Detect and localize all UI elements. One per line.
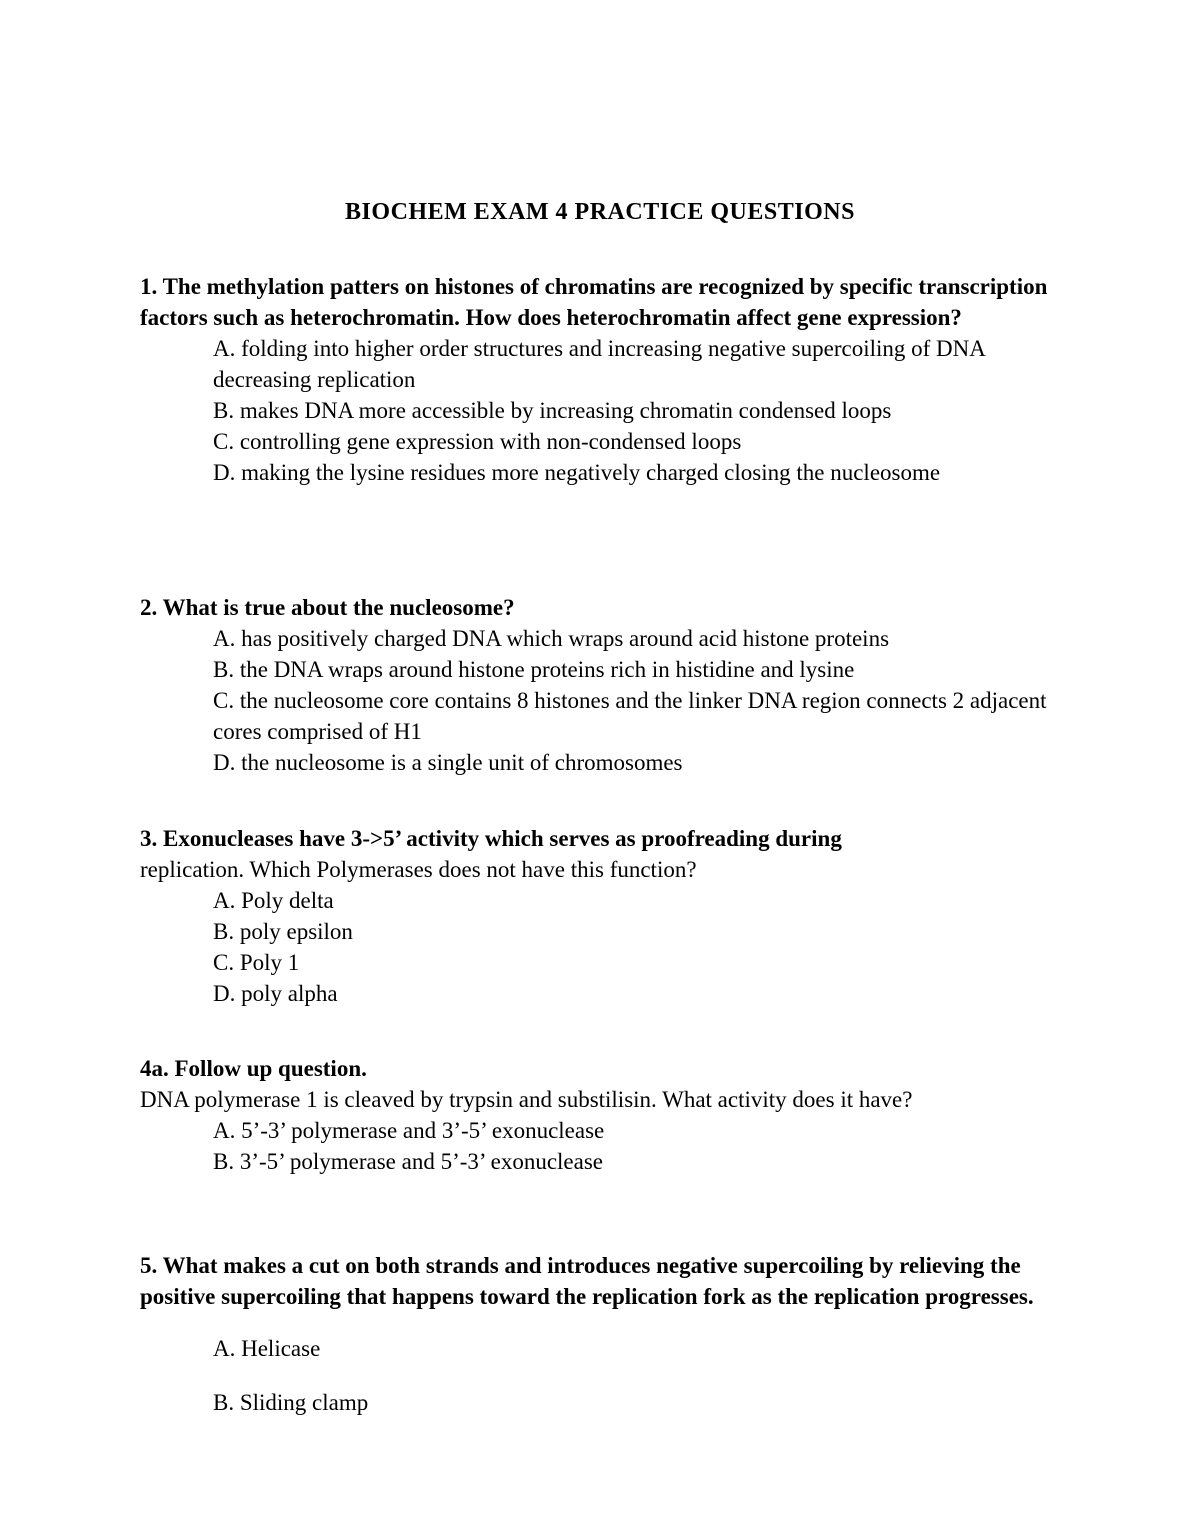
question-4a-option-b: B. 3’-5’ polymerase and 5’-3’ exonuclease (213, 1149, 603, 1174)
question-5-option-a: A. Helicase (213, 1336, 321, 1361)
question-4a (140, 1053, 1070, 1177)
question-4a-option-a: A. 5’-3’ polymerase and 3’-5’ exonuclease (213, 1118, 605, 1143)
question-1-stem: 1. The methylation patters on histones of chromatins are recognized by specific transcription factors such as heterochromatin. How does heterochromatin affect gene expression? (140, 274, 1048, 330)
question-3-option-a: A. Poly delta (213, 888, 334, 913)
question-1-option-a: A. folding into higher order structures and increasing negative supercoiling of DNA decreasing replication (213, 336, 985, 392)
question-5-stem: 5. What makes a cut on both strands and introduces negative supercoiling by relieving the positive supercoiling that happens toward the replication fork as the replication progresses. (140, 1253, 1034, 1309)
question-2-option-a: A. has positively charged DNA which wraps around acid histone proteins (213, 626, 890, 651)
question-2-stem: 2. What is true about the nucleosome? (140, 595, 515, 620)
question-1 (140, 271, 1070, 488)
question-1-option-d: D. making the lysine residues more negatively charged closing the nucleosome (213, 460, 941, 485)
spacer (140, 1312, 1070, 1333)
question-2-option-b: B. the DNA wraps around histone proteins rich in histidine and lysine (213, 657, 855, 682)
question-3 (140, 823, 1070, 1009)
question-2-option-c: C. the nucleosome core contains 8 histones and the linker DNA region connects 2 adjacent cores comprised of H1 (213, 688, 1047, 744)
question-1-option-b: B. makes DNA more accessible by increasing chromatin condensed loops (213, 398, 892, 423)
question-4a-stem-continued: DNA polymerase 1 is cleaved by trypsin and substilisin. What activity does it have? (140, 1087, 913, 1112)
spacer (140, 1364, 1070, 1387)
question-3-stem: 3. Exonucleases have 3->5’ activity which serves as proofreading during (140, 826, 842, 851)
question-5 (140, 1250, 1070, 1418)
question-3-stem-continued: replication. Which Polymerases does not have this function? (140, 857, 697, 882)
question-1-option-c: C. controlling gene expression with non-condensed loops (213, 429, 742, 454)
question-3-option-c: C. Poly 1 (213, 950, 300, 975)
question-4a-stem: 4a. Follow up question. (140, 1056, 367, 1081)
question-2-option-d: D. the nucleosome is a single unit of chromosomes (213, 750, 683, 775)
question-3-option-d: D. poly alpha (213, 981, 338, 1006)
question-3-option-b: B. poly epsilon (213, 919, 353, 944)
document-title: BIOCHEM EXAM 4 PRACTICE QUESTIONS (345, 199, 855, 225)
question-2 (140, 592, 1070, 778)
question-5-option-b: B. Sliding clamp (213, 1390, 369, 1415)
